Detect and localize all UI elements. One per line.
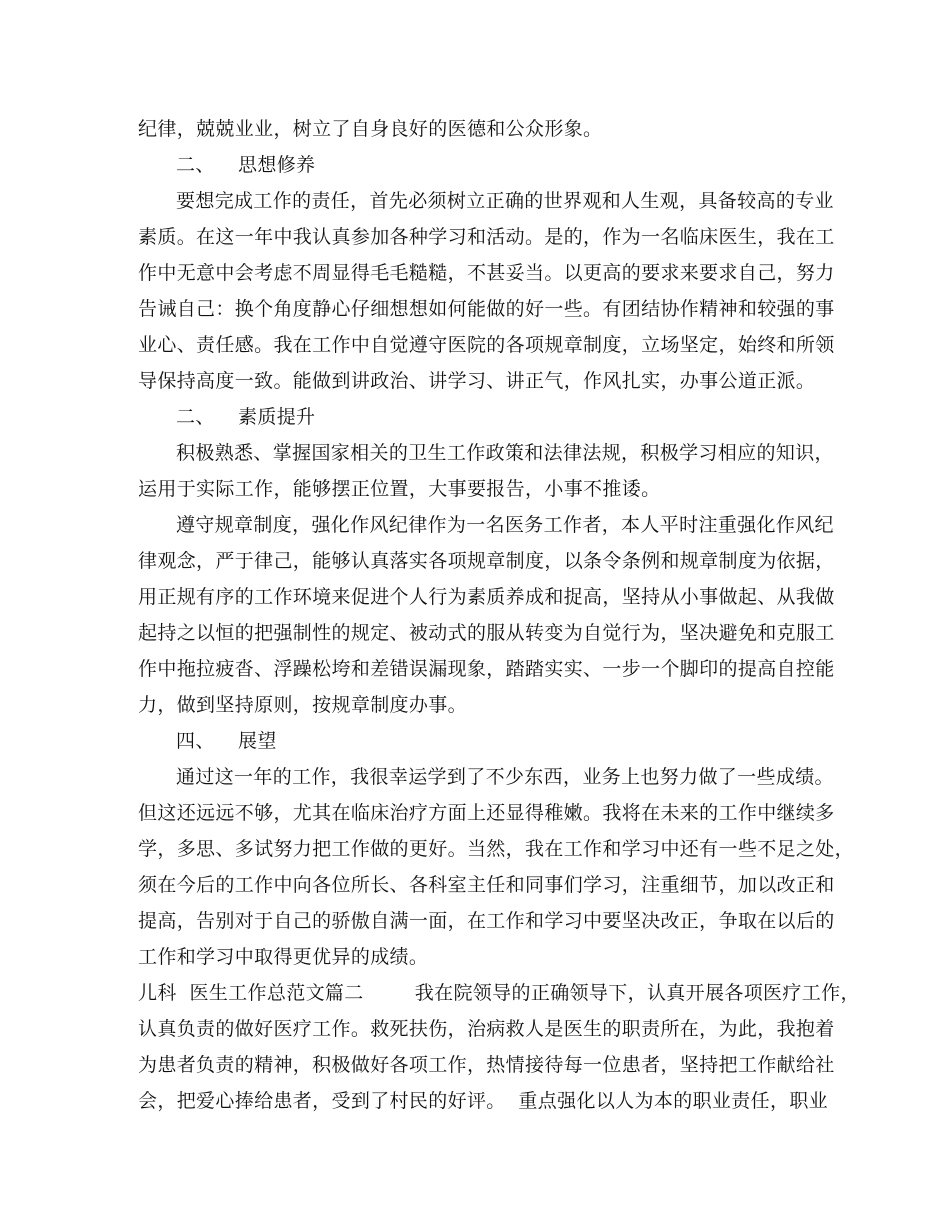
paragraph-line: 认真负责的做好医疗工作。救死扶伤，治病救人是医生的职责所在，为此，我抱着 [138,1018,835,1040]
paragraph-line: 作中拖拉疲沓、浮躁松垮和差错误漏现象，踏踏实实、一步一个脚印的提高自控能 [138,658,835,680]
paragraph-line: 须在今后的工作中向各位所长、各科室主任和同事们学习，注重细节，加以改正和 [138,874,835,896]
paragraph-line: 作中无意中会考虑不周显得毛毛糙糙，不甚妥当。以更高的要求来要求自己，努力 [138,262,835,284]
paragraph-line: 工作和学习中取得更优异的成绩。 [138,946,429,968]
section-number: 四、 [176,730,215,752]
paragraph-line: 要想完成工作的责任，首先必须树立正确的世界观和人生观，具备较高的专业 [176,190,834,212]
section-heading [176,403,576,431]
section-heading [176,727,576,755]
section-title: 素质提升 [238,406,316,428]
paragraph-line: 运用于实际工作，能够摆正位置，大事要报告，小事不推诿。 [138,478,661,500]
paragraph-line: 导保持高度一致。能做到讲政治、讲学习、讲正气，作风扎实，办事公道正派。 [138,370,816,392]
paragraph-line: 律观念，严于律己，能够认真落实各项规章制度，以条令条例和规章制度为依据， [138,550,835,572]
section-number: 二、 [176,406,215,428]
paragraph-line: 素质。在这一年中我认真参加各种学习和活动。是的，作为一名临床医生，我在工 [138,226,835,248]
paragraph-line: 告诫自己：换个角度静心仔细想想如何能做的好一些。有团结协作精神和较强的事 [138,298,835,320]
paragraph-line: 纪律，兢兢业业，树立了自身良好的医德和公众形象。 [138,118,603,140]
paragraph-line: 提高，告别对于自己的骄傲自满一面，在工作和学习中要坚决改正，争取在以后的 [138,910,835,932]
paragraph-line: 但这还远远不够，尤其在临床治疗方面上还显得稚嫩。我将在未来的工作中继续多 [138,802,835,824]
paragraph-line: 用正规有序的工作环境来促进个人行为素质养成和捉高，坚持从小事做起、从我做 [138,586,835,608]
paragraph-line: 通过这一年的工作，我很幸运学到了不少东西，业务上也努力做了一些成绩。 [176,766,834,788]
section-heading [176,151,576,179]
paragraph-line: 儿科 医生工作总范文篇二 我在院领导的正确领导下，认真开展各项医疗工作， [138,982,860,1004]
paragraph-line: 力，做到坚持原则，按规章制度办事。 [138,694,467,716]
paragraph-line: 起持之以恒的把强制性的规定、被动式的服从转变为自觉行为，坚决避免和克服工 [138,622,835,644]
section-title: 思想修养 [238,154,316,176]
paragraph-line: 积极熟悉、掌握国家相关的卫生工作政策和法律法规，积极学习相应的知识， [176,442,834,464]
paragraph-line: 业心、责任感。我在工作中自觉遵守医院的各项规章制度，立场坚定，始终和所领 [138,334,835,356]
paragraph-line: 遵守规章制度，强化作风纪律作为一名医务工作者，本人平时注重强化作风纪 [176,514,834,536]
section-title: 展望 [238,730,277,752]
paragraph-line: 会，把爱心捧给患者，受到了村民的好评。 重点强化以人为本的职业责任，职业 [138,1090,829,1112]
paragraph-line: 学，多思、多试努力把工作做的更好。当然，我在工作和学习中还有一些不足之处， [138,838,854,860]
section-number: 二、 [176,154,215,176]
paragraph-line: 为患者负责的精神，积极做好各项工作，热情接待每一位患者，坚持把工作献给社 [138,1054,835,1076]
